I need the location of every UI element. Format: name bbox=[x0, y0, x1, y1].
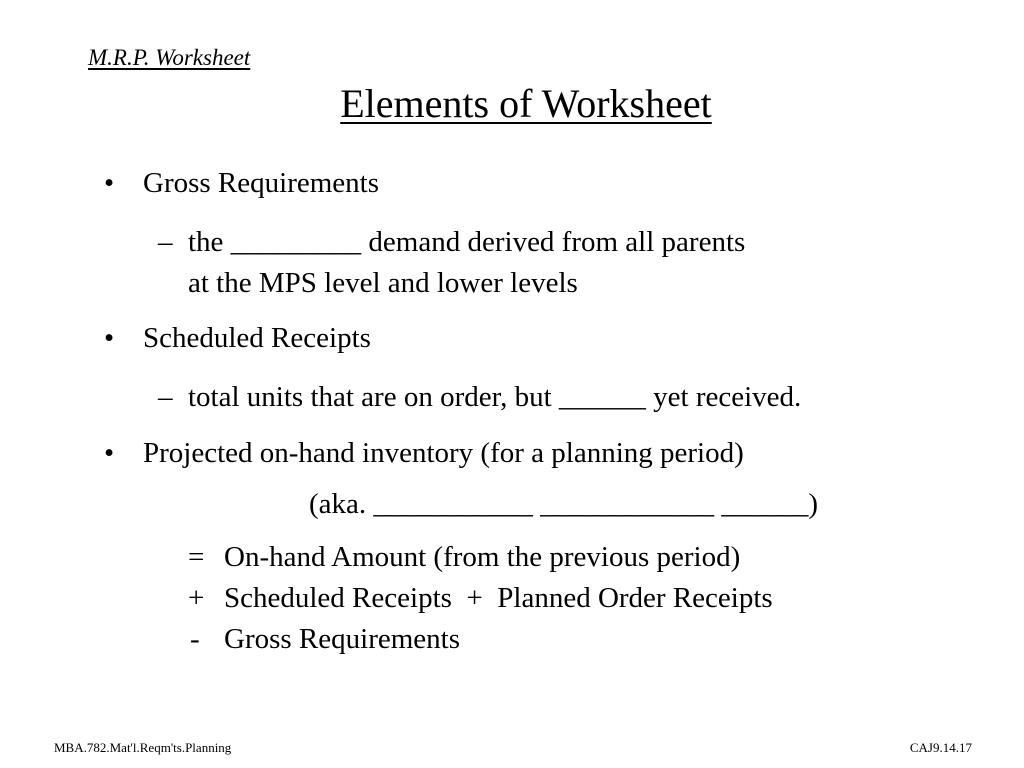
dash-gross: – bbox=[158, 226, 173, 258]
formula-op-plus: + bbox=[188, 582, 205, 614]
formula-op-minus: - bbox=[190, 623, 200, 655]
slide-title bbox=[0, 82, 1024, 126]
bullet-projected: • bbox=[104, 437, 115, 469]
gross-requirements-label: Gross Requirements bbox=[143, 167, 379, 199]
dash-scheduled: – bbox=[158, 381, 173, 413]
aka-line: (aka. ___________ ____________ ______) bbox=[309, 488, 819, 520]
projected-inventory-label: Projected on-hand inventory (for a planning period) bbox=[143, 437, 744, 469]
formula-line-2: Scheduled Receipts + Planned Order Receipts bbox=[224, 582, 773, 614]
bullet-scheduled: • bbox=[104, 322, 115, 354]
scheduled-receipts-label: Scheduled Receipts bbox=[143, 322, 371, 354]
scheduled-receipts-line1: total units that are on order, but ______ yet received. bbox=[188, 381, 802, 413]
gross-requirements-line2: at the MPS level and lower levels bbox=[188, 267, 578, 299]
slide-title-text: Elements of Worksheet bbox=[340, 81, 712, 126]
formula-line-1: On-hand Amount (from the previous period) bbox=[224, 541, 741, 573]
gross-requirements-line1: the _________ demand derived from all parents bbox=[188, 226, 746, 258]
bullet-gross: • bbox=[104, 167, 115, 199]
worksheet-kicker: M.R.P. Worksheet bbox=[88, 45, 251, 70]
footer-slide-code: CAJ9.14.17 bbox=[909, 740, 972, 755]
formula-op-equals: = bbox=[188, 541, 205, 573]
footer-course-code: MBA.782.Mat'l.Reqm'ts.Planning bbox=[54, 740, 232, 755]
formula-line-3: Gross Requirements bbox=[224, 623, 460, 655]
